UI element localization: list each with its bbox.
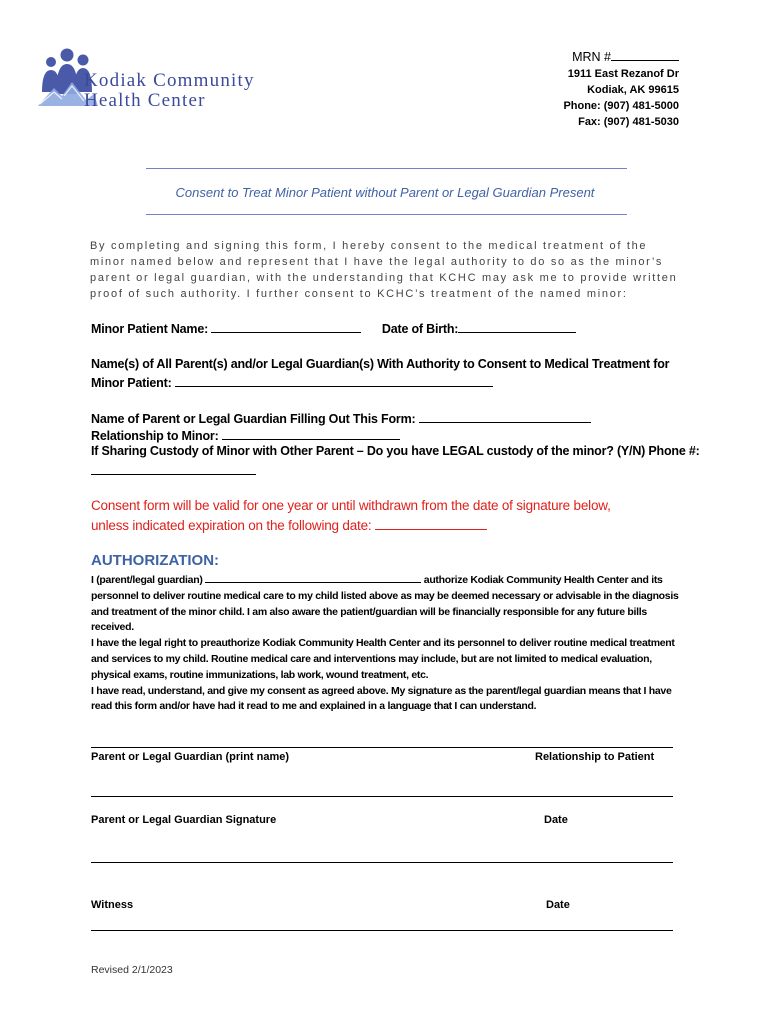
intro-paragraph: By completing and signing this form, I hereby consent to the medical treatment of the minor named below and represent that I have the legal authority to do so as the minor’s parent or legal guardian, with the understanding that KCHC may ask me to provide written proof of such authority. I further consent to KCHC’s treatment of the named minor: [90,240,678,300]
filler-name-row [91,410,591,426]
expiration-date-field[interactable] [375,517,487,530]
phone-number: Phone: (907) 481-5000 [563,100,679,112]
signature-label: Parent or Legal Guardian Signature [91,814,277,826]
minor-info-row [91,320,576,336]
signature-date-label: Date [544,814,568,826]
authorization-p1 [91,572,691,636]
guardian-name-field[interactable] [205,572,421,583]
authorization-body [91,572,691,715]
address-line2: Kodiak, AK 99615 [587,84,679,96]
org-name-line2: Health Center [84,90,206,111]
validity-row [91,517,487,533]
print-name-line[interactable] [91,747,673,748]
mrn-field[interactable] [572,49,679,64]
validity-line1: Consent form will be valid for one year or until withdrawn from the date of signature below, [91,498,611,513]
fax-number: Fax: (907) 481-5030 [578,116,679,128]
witness-date-label: Date [546,899,570,911]
signature-line[interactable] [91,796,673,797]
parents-row [91,374,493,390]
form-title: Consent to Treat Minor Patient without Parent or Legal Guardian Present [175,185,595,200]
minor-name-label: Minor Patient Name: [91,322,209,336]
dob-field[interactable] [458,320,576,333]
revision-date: Revised 2/1/2023 [91,964,173,976]
authorization-p1-cont: and its personnel to deliver routine medical care to my child listed above as may be deemed necessary or advisable in the diagnosis and treatment of the minor child. I am also aware the patient/guardian will be financially responsible for any future bills received. [91,574,679,634]
parents-label-line2: Minor Patient: [91,376,172,390]
minor-name-field[interactable] [211,320,361,333]
witness-top-line[interactable] [91,862,673,863]
phone-field[interactable] [91,462,256,480]
filler-name-label: Name of Parent or Legal Guardian Filling Out This Form: [91,412,416,426]
relationship-to-patient-label: Relationship to Patient [535,751,655,763]
witness-signature-line[interactable] [91,930,673,931]
mrn-label: MRN # [572,50,611,64]
print-name-label: Parent or Legal Guardian (print name) [91,751,290,763]
parents-field[interactable] [175,374,493,387]
title-rule-top [146,168,627,169]
address-line1: 1911 East Rezanof Dr [567,68,679,80]
phone-blank-line[interactable] [91,462,256,475]
authorization-p2: I have the legal right to preauthorize Kodiak Community Health Center and its personnel to deliver routine medical treatment and services to my child. Routine medical care and interventions may include, but are not limited to medical evaluation, physical exams, routine immunizations, lab work, wound treatment, etc. [91,637,675,681]
witness-label: Witness [91,899,134,911]
parents-label-line1: Name(s) of All Parent(s) and/or Legal Guardian(s) With Authority to Consent to Medical Treatment for [91,357,670,371]
dob-label: Date of Birth: [381,322,459,336]
authorization-p3: I have read, understand, and give my consent as agreed above. My signature as the parent/legal guardian means that I have read this form and/or have had it read to me and explained in a language that I can understand. [91,684,672,713]
mrn-blank-line[interactable] [611,49,679,61]
authorization-p1-rest: authorize Kodiak Community Health Center [423,574,629,586]
filler-name-field[interactable] [419,410,591,423]
authorization-p1-start: I (parent/legal guardian) [91,574,203,586]
custody-label: If Sharing Custody of Minor with Other Parent – Do you have LEGAL custody of the minor? (Y/N) Phone #: [91,444,700,458]
relationship-row [91,427,400,443]
validity-line2: unless indicated expiration on the following date: [91,518,372,533]
relationship-field[interactable] [222,427,400,440]
authorization-heading: AUTHORIZATION: [91,552,220,569]
relationship-label: Relationship to Minor: [91,429,219,443]
title-rule-bottom [146,214,627,215]
org-name-line1: Kodiak Community [84,70,255,91]
